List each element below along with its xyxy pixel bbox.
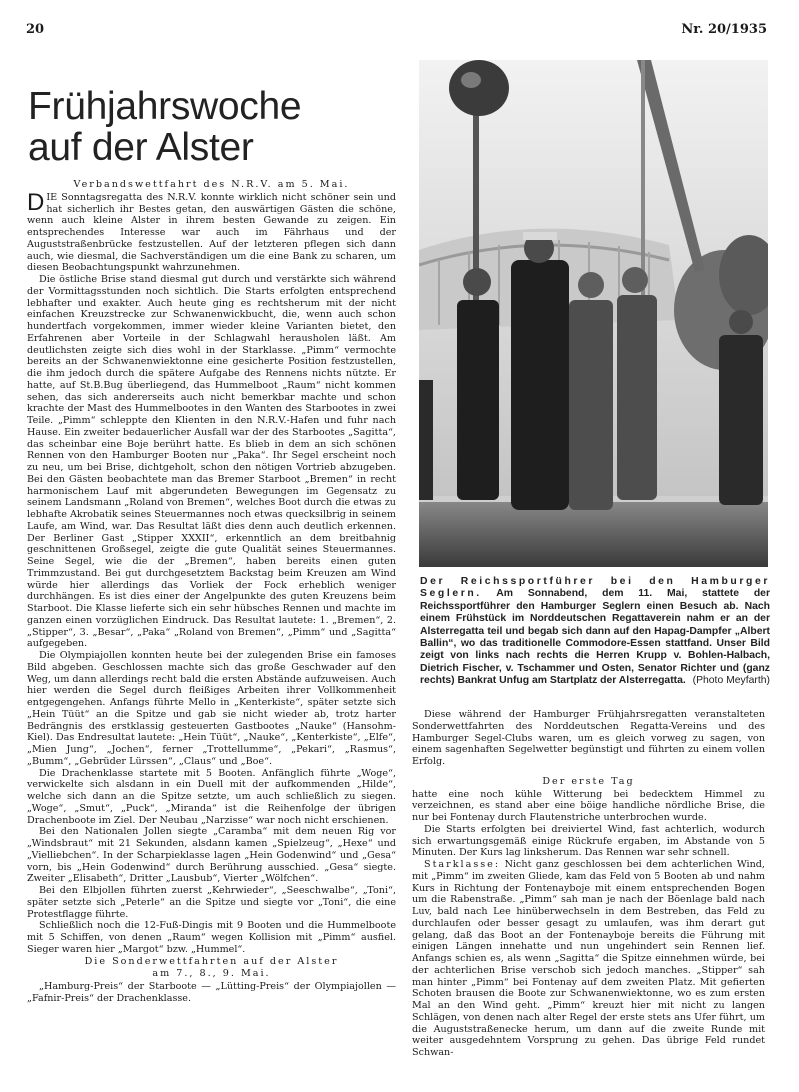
photo-credit: (Photo Meyfarth) <box>692 675 770 687</box>
left-column <box>27 179 396 1005</box>
article-title <box>28 86 388 168</box>
right-paragraph-2: Die Starts erfolgten bei dreiviertel Wind, fast achterlich, wodurch sich erwartungsgemäß einige Rückrufe ergaben, im Abstande von 5 Minuten. Der Kurs lag linksherum. Das Rennen war sehr schnell. <box>412 823 765 859</box>
paragraph-5: Bei den Nationalen Jollen siegte „Caramba“ mit dem neuen Rig vor „Windsbraut“ mit 21 Sekunden, alsdann kamen „Spielzeug“, „Hexe“ und „Vielliebchen“. In der Scharpieklasse lagen „Hein Godenwind“ und „Gesa“ vorn, bis „Hein Godenwind“ durch Berührung ausschied. „Gesa“ siegte. Zweiter „Elisabeth“, Dritter „Lausbub“, Vierter „Wölfchen“. <box>27 826 396 885</box>
paragraph-4: Die Drachenklasse startete mit 5 Booten. Anfänglich führte „Woge“, verwickelte sich alsdann in ein Duell mit der aufkommenden „Hilde“, welche sich dann an die Spitze setzte, um auch schließlich zu siegen. „Woge“, „Smut“, „Puck“, „Miranda“ ist die Reihenfolge der übrigen Drachenboote im Ziel. Der Neubau „Narzisse“ war noch nicht erschienen. <box>27 767 396 826</box>
paragraph-1 <box>27 188 396 274</box>
photo-illustration <box>419 60 768 567</box>
section-heading-dates: am 7., 8., 9. Mai. <box>152 968 271 980</box>
section-heading-erster-tag: Der erste Tag <box>542 775 635 787</box>
photo-caption <box>420 576 770 688</box>
right-column <box>412 709 765 1059</box>
paragraph-8: „Hamburg-Preis“ der Starboote — „Lütting-Preis“ der Olympiajollen — „Fafnir-Preis“ der Drachenklasse. <box>27 981 396 1004</box>
paragraph-7: Schließlich noch die 12-Fuß-Dingis mit 9 Booten und die Hummelboote mit 5 Schiffen, von denen „Raum“ wegen Kollision mit „Pimm“ ausfiel. Sieger waren hier „Margot“ bzw. „Hummel“. <box>27 920 396 955</box>
paragraph-2: Die östliche Brise stand diesmal gut durch und verstärkte sich während der Vormittagsstunden noch sichtlich. Die Starts erfolgten entsprechend lebhafter und exakter. Auch heute ging es rechtsherum mit der nicht einfachen Kreuzstrecke zur Schwanenwickbucht, die, wenn auch schon hundertfach vorgekommen, immer wieder kleine Varianten bietet, den Erfahrenen aber Vorteile in der Schlagwahl herausholen läßt. Am deutlichsten zeigte sich dies wohl in der Starklasse. „Pimm“ vermochte bereits an der Schwanenwiektonne eine gesicherte Position festzustellen, die ihm jedoch durch die spätere Aufgabe des Rennens nichts nützte. Er hatte, auf St.B.Bug überliegend, das Hummelboot „Raum“ nicht kommen sehen, das sich andererseits auch nicht bemerkbar machte und schon krachte der Mast des Hummelbootes in den Wanten des Starbootes in zwei Teile. „Pimm“ schleppte den Klienten in den N.R.V.-Hafen und fuhr nach Hause. Ein zweiter bedauerlicher Ausfall war der des Starbootes „Sagitta“, das scheinbar eine Boje berührt hatte. Es blieb in dem an sich schönen Rennen von den Hamburger Booten nur „Paka“. Ihr Segel erscheint noch zu neu, um bei Brise, dichtgeholt, schon den nötigen Vortrieb abzugeben. Bei den Gästen beobachtete man das Bremer Starboot „Bremen“ in recht harmonischem Lauf mit abgerundeten Bewegungen im Gegensatz zu seinem Landsmann „Roland von Bremen“, welches Boot durch die etwas zu lebhafte Akrobatik seines Steuermannes noch etwas quecksilbrig in seinem Laufe, am Wind, war. Das Resultat läßt dies denn auch deutlich erkennen. Der Berliner Gast „Stipper XXXII“, erkenntlich an dem breitbahnig geschnittenen Großsegel, zeigte die gute Qualität seines Steuermannes. Seine Segel, wie die der „Bremen“, haben bereits einen guten Trimmzustand. Bei gut durchgesetztem Backstag beim Kreuzen am Wind würde hier allerdings das Vorliek der Fock erheblich weniger durchhängen. Es ist dies einer der Angelpunkte des guten Kreuzens beim Starboot. Die Klasse lieferte sich ein sehr hübsches Rennen und machte im ganzen einen vorzüglichen Eindruck. Das Resultat lautete: 1. „Bremen“, 2. „Stipper“, 3. „Besar“, „Paka“ „Roland von Bremen“, „Pimm“ und „Sagitta“ aufgegeben. <box>27 274 396 650</box>
drop-cap: D <box>27 188 45 216</box>
article-subtitle: Verbandswettfahrt des N.R.V. am 5. Mai. <box>73 179 350 190</box>
paragraph-6: Bei den Elbjollen führten zuerst „Kehrwieder“, „Seeschwalbe“, „Toni“, später setzte sich „Peterle“ an die Spitze und siegte vor „Toni“, die eine Protestflagge führte. <box>27 885 396 920</box>
right-intro: Diese während der Hamburger Frühjahrsregatten veranstalteten Sonderwettfahrten des Norddeutschen Regatta-Vereins und des Hamburger Segel-Clubs waren, um es gleich vorweg zu sagen, von einem sagenhaften Segelwetter begünstigt und führten zu einem vollen Erfolg. <box>412 709 765 767</box>
paragraph-3: Die Olympiajollen konnten heute bei der zulegenden Brise ein famoses Bild abgeben. Geschlossen machte sich das große Geschwader auf den Weg, um dann allerdings recht bald die ersten Abstände aufzuweisen. Auch hier werden die Segel durch fleißiges Arbeiten ihrer Vollkommenheit entgegengehen. Anfangs führte Mello in „Kenterkiste“, später setzte sich „Hein Tüüt“ an die Spitze und gab sie nicht wieder ab, trotz harter Bedrängnis des erstklassig gesteuerten Gastbootes „Nauke“ (Hansohm-Kiel). Das Endresultat lautete: „Hein Tüüt“, „Nauke“, „Kenterkiste“, „Elfe“, „Mien Jung“, „Jochen“, ferner „Trottellumme“, „Pekari“, „Rasmus“, „Bumm“, „Gebrüder Lürssen“, „Claus“ und „Boe“. <box>27 650 396 767</box>
page-number: 20 <box>26 22 45 37</box>
caption-title: Der Reichssportführer bei den Hamburger Seglern. <box>420 576 770 600</box>
issue-number: Nr. 20/1935 <box>681 22 767 37</box>
starklasse-lead: Starklasse: <box>424 859 501 870</box>
title-line-2: auf der Alster <box>28 126 254 169</box>
section-heading-sonderwettfahrten: Die Sonderwettfahrten auf der Alster <box>84 955 339 967</box>
caption-text: Am Sonnabend, dem 11. Mai, stattete der Reichssportführer den Hamburger Seglern einen Besuch ab. Nach einem Frühstück im Norddeutschen Regattaverein nahm er an der Alsterregatta teil und begab sich dann auf den Hapag-Dampfer „Albert Ballin“, wo das traditionelle Commodore-Essen stattfand. Unser Bild zeigt von links nach rechts die Herren Krupp v. Bohlen-Halbach, Dietrich Fischer, v. Tschammer und Osten, Senator Richter und (ganz rechts) Bankrat Unfug am Startplatz der Alsterregatta. <box>420 588 770 687</box>
regatta-photo <box>419 60 768 567</box>
right-paragraph-3-text: Nicht ganz geschlossen bei dem achterlichen Wind, mit „Pimm“ im zweiten Gliede, kam das Feld von 5 Booten ab und nahm Kurs in Richtung der Fontenayboje mit einem entsprechenden Bogen um die Rabenstraße. „Pimm“ sah man je nach der Böenlage bald nach Luv, bald nach Lee hinüberwechseln in dem Bestreben, das Feld zu durchlaufen oder besser gesagt zu umlaufen, was ihm derart gut gelang, daß das Boot an der Fontenayboje bereits die Führung mit einigen Längen innehatte und nun ungehindert sein Rennen lief. Anfangs schien es, als wenn „Sagitta“ die Spitze einnehmen würde, bei der achterlichen Brise verschob sich jedoch manches. „Stipper“ sah man hinter „Pimm“ bei Fontenay auf dem zweiten Platz. Mit gefierten Schoten brausen die Boote zur Schwanenwiektonne, wo es zum ersten Mal an den Wind geht. „Pimm“ kreuzt hier mit nicht zu langen Schlägen, von denen nach alter Regel der erste stets ans Ufer führt, um die Auguststraßenecke herum, um dann auf die zweite Runde mit weiter ausgedehntem Vorsprung zu gehen. Das übrige Feld rundet Schwan- <box>412 859 765 1058</box>
right-paragraph-1: hatte eine noch kühle Witterung bei bedecktem Himmel zu verzeichnen, es stand aber eine böige handliche nördliche Brise, die nur bei Fontenay durch Flautenstriche unterbrochen wurde. <box>412 788 765 823</box>
paragraph-1-text: IE Sonntagsregatta des N.R.V. konnte wirklich nicht schöner sein und hat sicherlich ihr Bestes getan, den auswärtigen Gästen die schöne, wenn auch kleine Alster in ihrem besten Gewande zu zeigen. Ein entsprechendes Interesse war auch im Fährhaus und der Auguststraßenbrücke festzustellen. Auf der letzteren pflegen sich dann auch, wie diesmal, die Sachverständigen um die eine Bank zu scharen, um diesen Beobachtungspunkt wahrzunehmen. <box>27 191 396 274</box>
right-paragraph-3 <box>412 859 765 1059</box>
title-line-1: Frühjahrswoche <box>28 85 302 128</box>
